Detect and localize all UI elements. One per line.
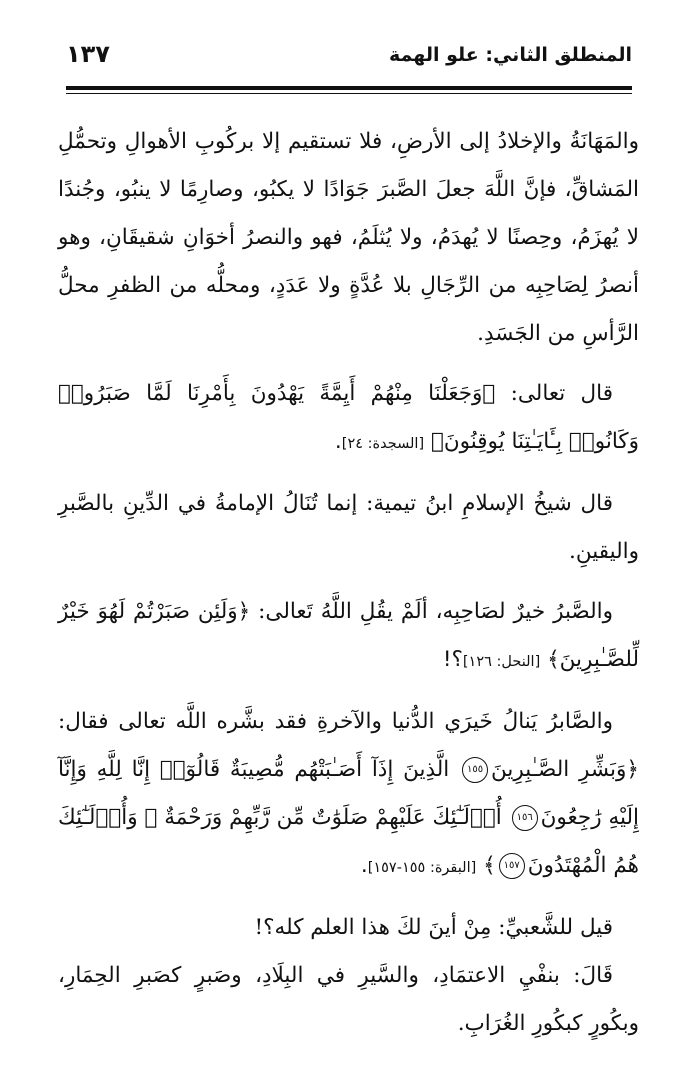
- ayah-number-marker: ١٥٦: [512, 805, 538, 831]
- page-header: [66, 40, 632, 82]
- quran-close-bracket: ﴾: [483, 853, 496, 878]
- verse-reference: [النحل: ١٢٦]: [462, 654, 541, 670]
- running-title: المنطلق الثاني: علو الهمة: [389, 44, 632, 66]
- ayah-number-marker: ١٥٥: [462, 757, 488, 783]
- header-rule-thick: [66, 86, 632, 90]
- paragraph-intro: قال تعالى:: [510, 381, 613, 406]
- ayah-number-marker: ١٥٧: [499, 853, 525, 879]
- paragraph-end-punct: .: [334, 429, 342, 454]
- quran-verse: ﴿وَبَشِّرِ الصَّـٰبِرِينَ: [491, 757, 639, 782]
- quran-verse: ﴿وَجَعَلْنَا مِنْهُمْ أَيِمَّةً يَهْدُونَ بِأَمْرِنَا لَمَّا صَبَرُوا۟ وَكَانُوا۟ بِـَٔايَـٰتِنَا يُوقِنُونَ﴾: [58, 381, 639, 454]
- header-rule-thin: [66, 93, 632, 94]
- verse-reference: [البقرة: ١٥٥-١٥٧]: [367, 860, 477, 876]
- paragraph-nahl-verse: [58, 588, 639, 686]
- page-body: [58, 118, 639, 1048]
- paragraph-shabi-question: قيل للشَّعبيِّ: مِنْ أينَ لكَ هذا العلم كله؟!: [254, 915, 613, 940]
- paragraph-end-punct: .: [360, 853, 368, 878]
- quran-verse: الَّذِينَ إِذَآ أَصَـٰبَتْهُم مُّصِيبَةٌ قَالُوٓا۟ إِنَّا لِلَّهِ وَإِنَّآ إِلَيْهِ رَٰجِعُونَ: [58, 757, 639, 830]
- quran-verse: ﴿وَلَئِن صَبَرْتُمْ لَهُوَ خَيْرٌ لِّلصَّـٰبِرِينَ﴾: [58, 599, 639, 672]
- paragraph-intro: والصَّابرُ يَنالُ خَيرَي الدُّنيا والآخرةِ فقد بشَّره اللَّه تعالى فقال:: [58, 709, 613, 734]
- verse-reference: [السجدة: ٢٤]: [341, 436, 425, 452]
- page-number: ١٣٧: [66, 40, 110, 68]
- paragraph-baqarah-verses: [58, 698, 639, 892]
- paragraph-end-punct: ؟!: [442, 647, 463, 672]
- paragraph-shabi-answer: قَالَ: بنفْيِ الاعتمَادِ، والسَّيرِ في البِلَادِ، وصَبرٍ كصَبرِ الحِمَارِ، وبكُورٍ كبكُورِ الغُرَابِ.: [58, 963, 639, 1036]
- paragraph-ibn-taymiyyah: قال شيخُ الإسلامِ ابنُ تيمية: إنما تُنَالُ الإمامةُ في الدِّينِ بالصَّبرِ واليقينِ.: [58, 491, 639, 564]
- paragraph-intro: والصَّبرُ خيرٌ لصَاحِبِه، ألَمْ يقُلِ اللَّهُ تَعالى:: [258, 599, 613, 624]
- paragraph-patience-virtues: والمَهَانَةُ والإخلادُ إلى الأرضِ، فلا تستقيم إلا بركُوبِ الأهوالِ وتحمُّلِ المَشاقِّ، فإنَّ اللَّهَ جعلَ الصَّبرَ جَوَادًا لا يكبُو، وصارِمًا لا ينبُو، وجُندًا لا يُهزَمُ، وحِصنًا لا يُهدَمُ، ولا يُثلَمُ، فهو والنصرُ أخوَانِ شقيقَانِ، وهو أنصرُ لِصَاحِبِه من الرِّجَالِ بلا عُدَّةٍ ولا عَدَدٍ، ومحلُّه من الظفرِ محلُّ الرَّأسِ من الجَسَدِ.: [58, 129, 639, 346]
- quran-verse: أُو۟لَـٰٓئِكَ عَلَيْهِمْ صَلَوَٰتٌ مِّن رَّبِّهِمْ وَرَحْمَةٌ ۖ وَأُو۟لَـٰٓئِكَ هُمُ الْمُهْتَدُونَ: [58, 805, 639, 878]
- paragraph-sajdah-verse: [58, 370, 639, 468]
